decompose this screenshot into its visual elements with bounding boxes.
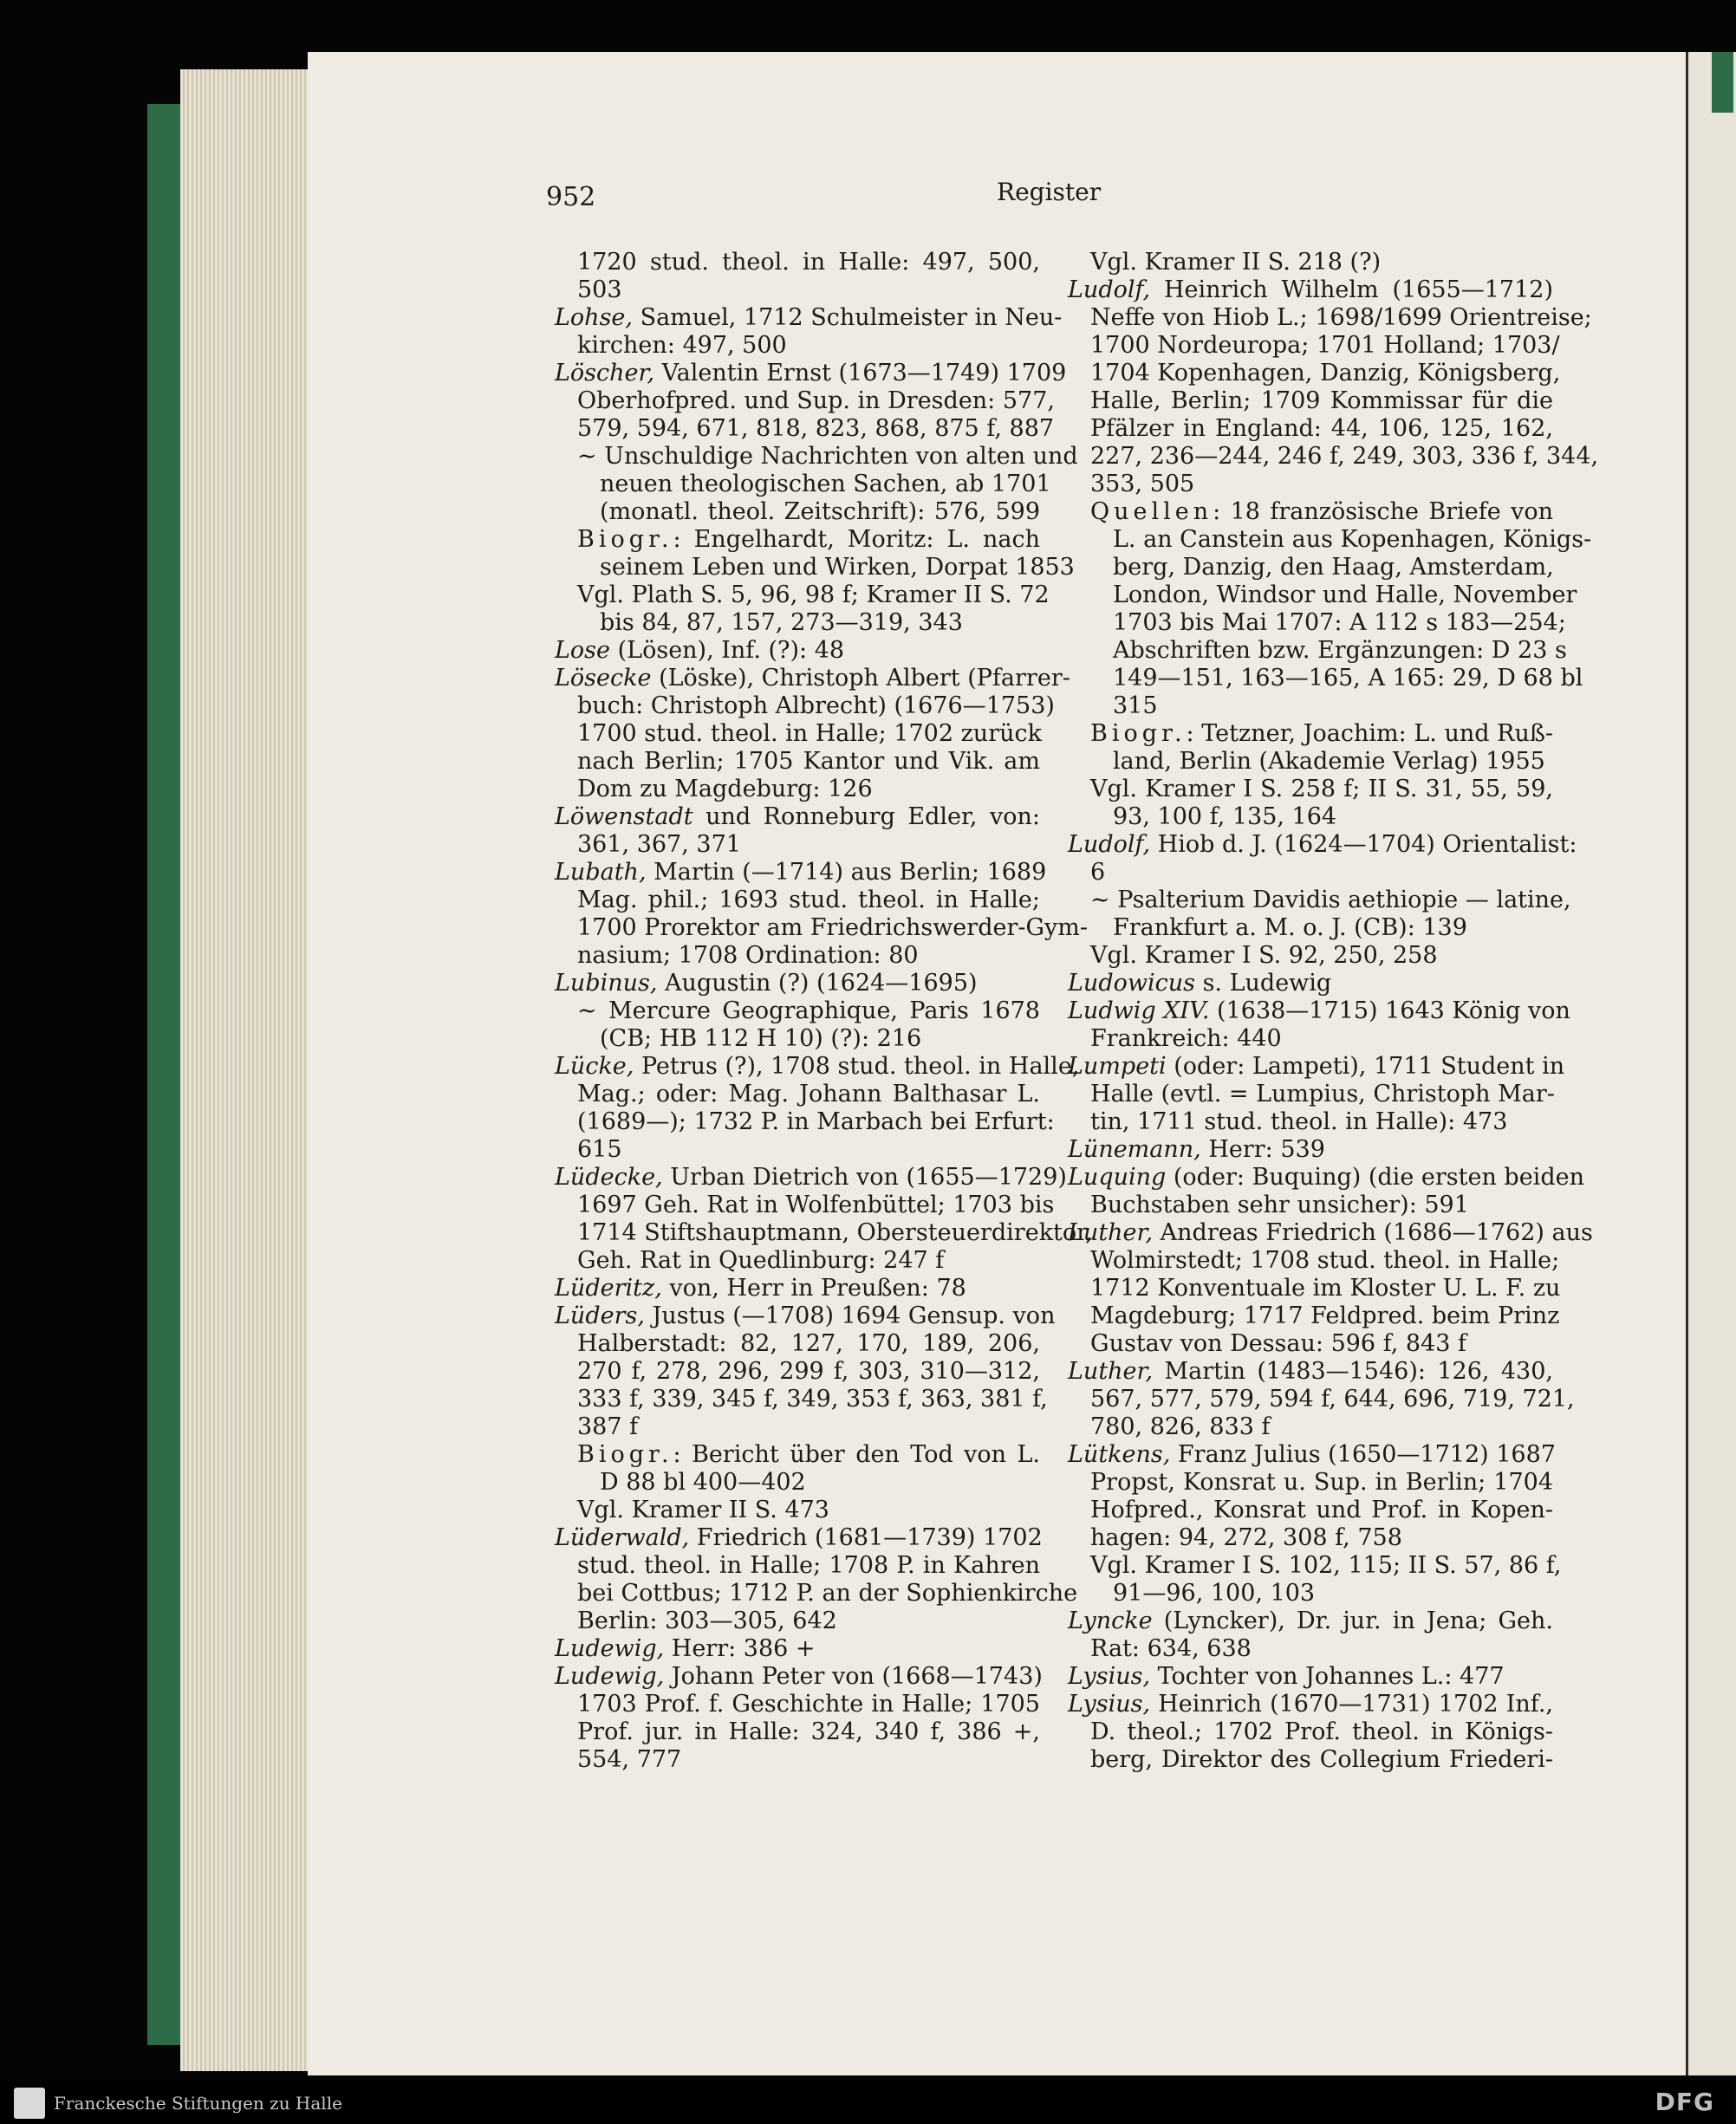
index-line: nach Berlin; 1705 Kantor und Vik. am: [577, 748, 1040, 775]
index-line: Lücke, Petrus (?), 1708 stud. theol. in Halle,: [555, 1053, 1080, 1080]
index-line: berg, Direktor des Collegium Friederi-: [1090, 1746, 1553, 1773]
index-line: Halle (evtl. = Lumpius, Christoph Mar-: [1090, 1081, 1555, 1107]
index-line: 1703 bis Mai 1707: A 112 s 183—254;: [1113, 609, 1566, 636]
index-line: Abschriften bzw. Ergänzungen: D 23 s: [1113, 637, 1567, 664]
index-line: 615: [577, 1136, 622, 1163]
index-line: Lysius, Heinrich (1670—1731) 1702 Inf.,: [1068, 1691, 1553, 1718]
index-line: 93, 100 f, 135, 164: [1113, 803, 1337, 830]
index-line: Pfälzer in England: 44, 106, 125, 162,: [1090, 415, 1553, 442]
index-line: London, Windsor und Halle, November: [1113, 581, 1577, 608]
index-line: Rat: 634, 638: [1090, 1635, 1252, 1662]
cover-corner: [1712, 52, 1733, 113]
index-line: Mag. phil.; 1693 stud. theol. in Halle;: [577, 887, 1040, 913]
index-line: 1703 Prof. f. Geschichte in Halle; 1705: [577, 1691, 1040, 1718]
index-line: Biogr.: Engelhardt, Moritz: L. nach: [577, 526, 1040, 553]
index-line: 579, 594, 671, 818, 823, 868, 875 f, 887: [577, 415, 1055, 442]
index-line: Vgl. Kramer II S. 473: [577, 1497, 829, 1523]
index-line: Quellen: 18 französische Briefe von: [1090, 498, 1553, 525]
index-line: Lüderwald, Friedrich (1681—1739) 1702: [555, 1524, 1043, 1551]
index-line: Lose (Lösen), Inf. (?): 48: [555, 637, 845, 664]
index-line: Ludwig XIV. (1638—1715) 1643 König von: [1068, 997, 1570, 1024]
index-line: Wolmirstedt; 1708 stud. theol. in Halle;: [1090, 1247, 1560, 1274]
index-line: buch: Christoph Albrecht) (1676—1753): [577, 692, 1055, 719]
index-line: 503: [577, 276, 622, 303]
index-line: Halberstadt: 82, 127, 170, 189, 206,: [577, 1330, 1040, 1357]
index-line: Vgl. Plath S. 5, 96, 98 f; Kramer II S. 72: [577, 581, 1050, 608]
index-line: Lumpeti (oder: Lampeti), 1711 Student in: [1068, 1053, 1565, 1080]
index-line: Lüders, Justus (—1708) 1694 Gensup. von: [555, 1302, 1056, 1329]
index-line: D 88 bl 400—402: [600, 1469, 806, 1496]
index-line: 353, 505: [1090, 471, 1195, 497]
index-line: Lünemann, Herr: 539: [1068, 1136, 1325, 1163]
index-line: Lysius, Tochter von Johannes L.: 477: [1068, 1663, 1505, 1690]
index-line: 1700 Nordeuropa; 1701 Holland; 1703/: [1090, 332, 1560, 359]
index-line: Dom zu Magdeburg: 126: [577, 776, 873, 802]
index-line: Oberhofpred. und Sup. in Dresden: 577,: [577, 387, 1055, 414]
index-line: ∼ Mercure Geographique, Paris 1678: [577, 997, 1040, 1024]
index-line: 554, 777: [577, 1746, 682, 1773]
index-line: D. theol.; 1702 Prof. theol. in Königs-: [1090, 1718, 1553, 1745]
index-line: 1712 Konventuale im Kloster U. L. F. zu: [1090, 1275, 1561, 1302]
index-line: Lüderitz, von, Herr in Preußen: 78: [555, 1275, 966, 1302]
index-line: Neffe von Hiob L.; 1698/1699 Orientreise;: [1090, 304, 1592, 331]
index-line: 387 f: [577, 1413, 639, 1440]
index-line: 149—151, 163—165, A 165: 29, D 68 bl: [1113, 665, 1583, 692]
facing-page-edge: [1686, 52, 1736, 2075]
index-line: Lüdecke, Urban Dietrich von (1655—1729): [555, 1164, 1067, 1191]
index-line: Lösecke (Löske), Christoph Albert (Pfarrer-: [555, 665, 1070, 692]
index-line: Löwenstadt und Ronneburg Edler, von:: [555, 803, 1040, 830]
index-line: 1720 stud. theol. in Halle: 497, 500,: [577, 249, 1040, 276]
index-line: Ludowicus s. Ludewig: [1068, 970, 1332, 997]
page-number: 952: [546, 182, 596, 212]
index-line: 270 f, 278, 296, 299 f, 303, 310—312,: [577, 1358, 1040, 1385]
index-line: Lubath, Martin (—1714) aus Berlin; 1689: [555, 859, 1047, 886]
index-line: Propst, Konsrat u. Sup. in Berlin; 1704: [1090, 1469, 1553, 1496]
index-line: Lohse, Samuel, 1712 Schulmeister in Neu-: [555, 304, 1063, 331]
index-line: Lyncke (Lyncker), Dr. jur. in Jena; Geh.: [1068, 1608, 1553, 1634]
index-line: bei Cottbus; 1712 P. an der Sophienkirche: [577, 1580, 1078, 1607]
index-line: Luquing (oder: Buquing) (die ersten beiden: [1068, 1164, 1584, 1191]
index-line: land, Berlin (Akademie Verlag) 1955: [1113, 748, 1545, 775]
index-line: Halle, Berlin; 1709 Kommissar für die: [1090, 387, 1553, 414]
index-line: neuen theologischen Sachen, ab 1701: [600, 471, 1051, 497]
index-line: Lütkens, Franz Julius (1650—1712) 1687: [1068, 1441, 1556, 1468]
index-line: 227, 236—244, 246 f, 249, 303, 336 f, 344,: [1090, 443, 1599, 470]
index-line: Vgl. Kramer I S. 92, 250, 258: [1090, 942, 1438, 969]
index-line: Vgl. Kramer I S. 102, 115; II S. 57, 86 f,: [1090, 1552, 1562, 1579]
book-cover-edge: [147, 104, 185, 2045]
index-line: berg, Danzig, den Haag, Amsterdam,: [1113, 554, 1554, 581]
index-line: Prof. jur. in Halle: 324, 340 f, 386 +,: [577, 1718, 1040, 1745]
index-line: 333 f, 339, 345 f, 349, 353 f, 363, 381 f,: [577, 1386, 1048, 1413]
index-line: stud. theol. in Halle; 1708 P. in Kahren: [577, 1552, 1040, 1579]
index-line: Berlin: 303—305, 642: [577, 1608, 837, 1634]
index-column-left: [555, 249, 1093, 1774]
institution-name: Franckesche Stiftungen zu Halle: [54, 2093, 342, 2114]
institution-logo-icon: [14, 2088, 45, 2119]
index-line: L. an Canstein aus Kopenhagen, Königs-: [1113, 526, 1592, 553]
index-line: 6: [1090, 859, 1106, 886]
page-edges: [180, 69, 310, 2071]
index-line: kirchen: 497, 500: [577, 332, 787, 359]
index-line: 1700 Prorektor am Friedrichswerder-Gym-: [577, 914, 1089, 941]
index-line: Mag.; oder: Mag. Johann Balthasar L.: [577, 1081, 1040, 1107]
index-line: Löscher, Valentin Ernst (1673—1749) 1709: [555, 360, 1067, 386]
index-line: nasium; 1708 Ordination: 80: [577, 942, 919, 969]
index-line: (1689—); 1732 P. in Marbach bei Erfurt:: [577, 1108, 1055, 1135]
index-line: 315: [1113, 692, 1158, 719]
index-line: Vgl. Kramer II S. 218 (?): [1090, 249, 1382, 276]
index-line: 780, 826, 833 f: [1090, 1413, 1271, 1440]
footer-bar: [0, 2081, 1733, 2124]
index-line: (CB; HB 112 H 10) (?): 216: [600, 1025, 922, 1052]
index-line: Lubinus, Augustin (?) (1624—1695): [555, 970, 978, 997]
index-line: tin, 1711 stud. theol. in Halle): 473: [1090, 1108, 1508, 1135]
index-line: bis 84, 87, 157, 273—319, 343: [600, 609, 963, 636]
index-line: 567, 577, 579, 594 f, 644, 696, 719, 721,: [1090, 1386, 1575, 1413]
index-line: Frankreich: 440: [1090, 1025, 1282, 1052]
index-line: Buchstaben sehr unsicher): 591: [1090, 1192, 1469, 1218]
index-line: 1700 stud. theol. in Halle; 1702 zurück: [577, 720, 1042, 747]
index-line: 1704 Kopenhagen, Danzig, Königsberg,: [1090, 360, 1561, 386]
index-line: 1697 Geh. Rat in Wolfenbüttel; 1703 bis: [577, 1192, 1055, 1218]
index-line: Ludewig, Herr: 386 +: [555, 1635, 816, 1662]
index-line: Biogr.: Tetzner, Joachim: L. und Ruß-: [1090, 720, 1553, 747]
running-title: Register: [997, 178, 1102, 206]
index-column-right: [1068, 249, 1599, 1774]
index-line: Luther, Andreas Friedrich (1686—1762) aus: [1068, 1219, 1593, 1246]
index-line: Frankfurt a. M. o. J. (CB): 139: [1113, 914, 1467, 941]
index-line: hagen: 94, 272, 308 f, 758: [1090, 1524, 1402, 1551]
index-line: seinem Leben und Wirken, Dorpat 1853: [600, 554, 1075, 581]
index-line: Ludolf, Hiob d. J. (1624—1704) Orientalist:: [1068, 831, 1577, 858]
index-line: ∼ Psalterium Davidis aethiopie — latine,: [1090, 887, 1571, 913]
index-line: Ludolf, Heinrich Wilhelm (1655—1712): [1068, 276, 1553, 303]
index-line: 91—96, 100, 103: [1113, 1580, 1316, 1607]
index-line: 1714 Stiftshauptmann, Obersteuerdirektor,: [577, 1219, 1093, 1246]
index-line: (monatl. theol. Zeitschrift): 576, 599: [600, 498, 1040, 525]
index-line: Hofpred., Konsrat und Prof. in Kopen-: [1090, 1497, 1553, 1523]
index-line: Geh. Rat in Quedlinburg: 247 f: [577, 1247, 945, 1274]
index-line: 361, 367, 371: [577, 831, 741, 858]
index-line: Biogr.: Bericht über den Tod von L.: [577, 1441, 1040, 1468]
index-line: ∼ Unschuldige Nachrichten von alten und: [577, 443, 1078, 470]
index-line: Magdeburg; 1717 Feldpred. beim Prinz: [1090, 1302, 1560, 1329]
index-line: Vgl. Kramer I S. 258 f; II S. 31, 55, 59,: [1090, 776, 1553, 802]
index-line: Ludewig, Johann Peter von (1668—1743): [555, 1663, 1043, 1690]
index-line: Luther, Martin (1483—1546): 126, 430,: [1068, 1358, 1553, 1385]
index-line: Gustav von Dessau: 596 f, 843 f: [1090, 1330, 1467, 1357]
dfg-logo: DFG: [1655, 2088, 1714, 2116]
